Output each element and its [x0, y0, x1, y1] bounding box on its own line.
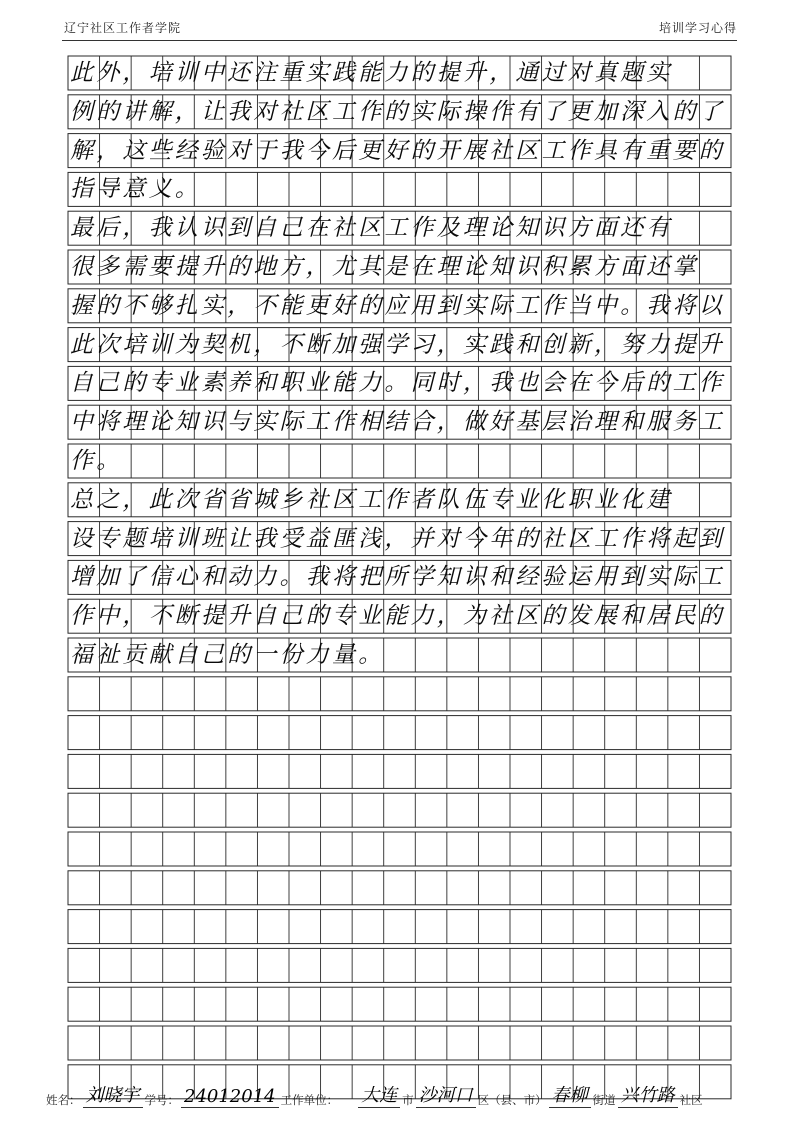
grid-row	[68, 716, 731, 750]
grid-row	[68, 832, 731, 866]
grid-row	[68, 754, 731, 788]
text-line: 此次培训为契机，不断加强学习，实践和创新，努力提升	[70, 331, 725, 358]
text-line: 福祉贡献自己的一份力量。	[70, 642, 385, 668]
text-line: 例的讲解，让我对社区工作的实际操作有了更加深入的了	[70, 98, 725, 125]
community-value: 兴竹路	[618, 1081, 678, 1108]
grid-row	[68, 444, 731, 478]
grid-row	[68, 987, 731, 1021]
text-line: 中将理论知识与实际工作相结合，做好基层治理和服务工	[70, 409, 725, 436]
text-line: 解，这些经验对于我今后更好的开展社区工作具有重要的	[70, 137, 725, 164]
text-line: 自己的专业素养和职业能力。同时，我也会在今后的工作	[70, 370, 725, 397]
text-line: 增加了信心和动力。我将把所学知识和经验运用到实际工	[70, 564, 725, 591]
text-line: 作中，不断提升自己的专业能力，为社区的发展和居民的	[70, 603, 725, 630]
grid-row	[68, 948, 731, 982]
unit-label: 工作单位：	[280, 1093, 339, 1107]
community-label: 社区	[679, 1093, 703, 1107]
text-line: 作。	[70, 448, 123, 474]
text-line: 总之，此次省省城乡社区工作者队伍专业化职业化建	[70, 486, 673, 513]
grid-row	[68, 677, 731, 711]
text-line: 很多需要提升的地方，尤其是在理论知识积累方面还掌	[70, 254, 699, 280]
grid-row	[68, 871, 731, 905]
text-line: 最后，我认识到自己在社区工作及理论知识方面还有	[70, 215, 673, 242]
name-value: 刘晓宇	[83, 1081, 143, 1108]
id-label: 学号：	[144, 1093, 179, 1107]
city-label: 市	[402, 1093, 414, 1107]
grid-row	[68, 1026, 731, 1060]
text-line: 此外，培训中还注重实践能力的提升，通过对真题实	[70, 60, 673, 86]
header-doc-title: 培训学习心得	[658, 21, 737, 35]
street-value: 春柳	[549, 1081, 591, 1108]
district-value: 沙河口	[416, 1081, 476, 1108]
name-label: 姓名：	[46, 1093, 81, 1107]
city-value: 大连	[358, 1081, 400, 1108]
district-label: 区（县、市）	[477, 1093, 547, 1107]
header-org-name: 辽宁社区工作者学院	[64, 21, 182, 35]
footer-info	[44, 1081, 759, 1108]
grid-row	[68, 793, 731, 827]
text-line: 握的不够扎实，不能更好的应用到实际工作当中。我将以	[70, 292, 725, 319]
id-value: 24012014	[181, 1086, 279, 1108]
text-line: 设专题培训班让我受益匪浅，并对今年的社区工作将起到	[70, 525, 725, 552]
street-label: 街道	[592, 1093, 616, 1107]
text-line: 指导意义。	[70, 176, 201, 203]
grid-row	[68, 910, 731, 944]
